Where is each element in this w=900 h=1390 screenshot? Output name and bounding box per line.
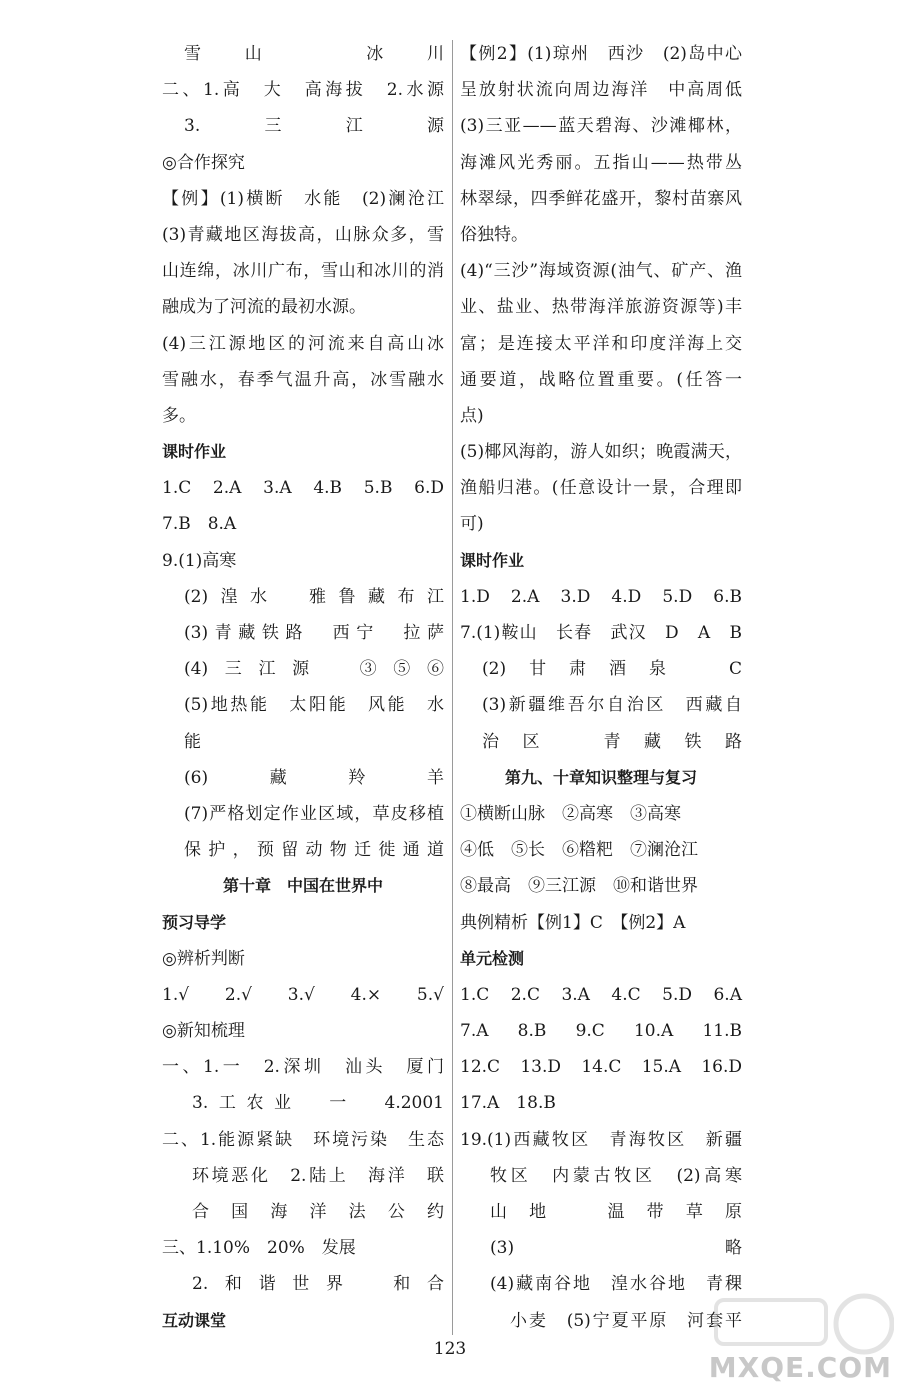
answer-line: 3.三江源 bbox=[184, 116, 444, 137]
page-number: 123 bbox=[433, 1339, 467, 1359]
answer-line: 雪融水，春季气温升高，冰雪融水 bbox=[162, 369, 444, 390]
answer-line: 海滩风光秀丽。五指山——热带丛 bbox=[460, 152, 742, 173]
answer-line: ◎合作探究 bbox=[162, 152, 245, 173]
answer-line: 7.(1)鞍山 长春 武汉 D A B bbox=[460, 623, 742, 643]
answer-line: 【例】(1)横断 水能 (2)澜沧江 bbox=[162, 188, 444, 209]
answer-line: 7.A 8.B 9.C 10.A 11.B bbox=[460, 1021, 742, 1042]
answer-line: (7)严格划定作业区域，草皮移植 bbox=[184, 803, 444, 824]
answer-line: (3)青藏铁路 西宁 拉萨 bbox=[184, 623, 444, 643]
answer-line: 融成为了河流的最初水源。 bbox=[162, 297, 366, 318]
answer-line: 可) bbox=[460, 514, 484, 535]
section-heading: 课时作业 bbox=[460, 550, 525, 570]
answer-line: 1.D 2.A 3.D 4.D 5.D 6.B bbox=[460, 586, 742, 607]
answer-line: 17.A 18.B bbox=[460, 1093, 556, 1114]
answer-line: 多。 bbox=[162, 405, 196, 426]
answer-line: 山地 温带草原 bbox=[490, 1202, 742, 1222]
answer-line: ④低 ⑤长 ⑥糌粑 ⑦澜沧江 bbox=[460, 840, 698, 861]
answer-line: (2)湟水 雅鲁藏布江 bbox=[184, 586, 444, 607]
section-heading: 互动课堂 bbox=[162, 1310, 227, 1330]
answer-line: 7.B 8.A bbox=[162, 514, 237, 535]
answer-line: 通要道，战略位置重要。(任答一 bbox=[460, 369, 742, 390]
answer-line: 呈放射状流向周边海洋 中高周低 bbox=[460, 80, 742, 101]
answer-line: (4)三江源 ③⑤⑥ bbox=[184, 659, 444, 680]
answer-line: 9.(1)高寒 bbox=[162, 550, 237, 571]
section-heading: 课时作业 bbox=[162, 442, 227, 462]
right-column bbox=[460, 36, 742, 1339]
answer-line: (2)甘肃酒泉 C bbox=[482, 659, 742, 680]
answer-line: 渔船归港。(任意设计一景，合理即 bbox=[460, 478, 742, 499]
column-divider bbox=[452, 40, 453, 1335]
section-heading: 预习导学 bbox=[162, 912, 227, 932]
answer-line: 合国海洋法公约 bbox=[192, 1202, 444, 1222]
answer-line: 1.√ 2.√ 3.√ 4.× 5.√ bbox=[162, 984, 444, 1005]
answer-line: 二、1.能源紧缺 环境污染 生态 bbox=[162, 1129, 444, 1150]
answer-line: 19.(1)西藏牧区 青海牧区 新疆 bbox=[460, 1129, 742, 1150]
answer-line: (5)椰风海韵，游人如织；晚霞满天， bbox=[460, 442, 742, 463]
answer-line: (5)地热能 太阳能 风能 水 bbox=[184, 695, 444, 716]
answer-line: (3)新疆维吾尔自治区 西藏自 bbox=[482, 695, 742, 716]
left-column bbox=[162, 36, 444, 1339]
answer-line: 12.C 13.D 14.C 15.A 16.D bbox=[460, 1057, 742, 1078]
answer-line: (3)三亚——蓝天碧海、沙滩椰林， bbox=[460, 116, 742, 137]
answer-line: ⑧最高 ⑨三江源 ⑩和谐世界 bbox=[460, 876, 698, 897]
answer-line: 小麦 (5)宁夏平原 河套平 bbox=[510, 1310, 742, 1331]
answer-line: (6)藏羚羊 bbox=[184, 767, 444, 788]
answer-line: 点) bbox=[460, 405, 484, 426]
answer-line: 1.C 2.C 3.A 4.C 5.D 6.A bbox=[460, 984, 742, 1005]
answer-line: 典例精析【例1】C 【例2】A bbox=[460, 912, 686, 933]
section-heading: 第九、十章知识整理与复习 bbox=[504, 767, 697, 787]
answer-line: 3.工农业 一 4.2001 bbox=[192, 1093, 444, 1114]
answer-line: 牧区 内蒙古牧区 (2)高寒 bbox=[490, 1165, 742, 1186]
answer-line: 一、1.一 2.深圳 汕头 厦门 bbox=[162, 1057, 444, 1078]
section-heading: 第十章 中国在世界中 bbox=[222, 876, 383, 896]
answer-line: (4)三江源地区的河流来自高山冰 bbox=[162, 333, 444, 354]
answer-line: 保护，预留动物迁徙通道 bbox=[184, 840, 444, 861]
answer-line: 2.和谐世界 和合 bbox=[192, 1274, 444, 1295]
answer-line: (3)略 bbox=[490, 1238, 742, 1259]
answer-line: 能 bbox=[184, 731, 201, 752]
answer-line: 山连绵，冰川广布，雪山和冰川的消 bbox=[162, 261, 444, 282]
answer-line: 二、1.高 大 高海拔 2.水源 bbox=[162, 80, 444, 101]
answer-line: ◎辨析判断 bbox=[162, 948, 245, 969]
answer-line: 【例2】(1)琼州 西沙 (2)岛中心 bbox=[460, 44, 742, 64]
answer-line: 林翠绿，四季鲜花盛开，黎村苗寨风 bbox=[460, 188, 742, 209]
answer-line: (4)藏南谷地 湟水谷地 青稞 bbox=[490, 1274, 742, 1295]
answer-line: (4)“三沙”海域资源(油气、矿产、渔 bbox=[460, 261, 742, 282]
answer-line: 环境恶化 2.陆上 海洋 联 bbox=[192, 1165, 444, 1186]
answer-line: 治区 青藏铁路 bbox=[482, 731, 742, 752]
answer-line: 富；是连接太平洋和印度洋海上交 bbox=[460, 333, 742, 354]
answer-line: ◎新知梳理 bbox=[162, 1021, 245, 1042]
answer-line: ①横断山脉 ②高寒 ③高寒 bbox=[460, 803, 681, 824]
answer-line: 1.C 2.A 3.A 4.B 5.B 6.D bbox=[162, 478, 444, 499]
section-heading: 单元检测 bbox=[460, 948, 525, 968]
answer-line: 三、1.10% 20% 发展 bbox=[162, 1238, 356, 1259]
answer-line: (3)青藏地区海拔高，山脉众多，雪 bbox=[162, 224, 444, 245]
watermark-text: MXQE.COM bbox=[708, 1351, 892, 1384]
answer-line: 业、盐业、热带海洋旅游资源等)丰 bbox=[460, 297, 742, 318]
answer-line: 俗独特。 bbox=[460, 224, 528, 245]
answer-line: 雪山 冰川 bbox=[184, 44, 444, 64]
